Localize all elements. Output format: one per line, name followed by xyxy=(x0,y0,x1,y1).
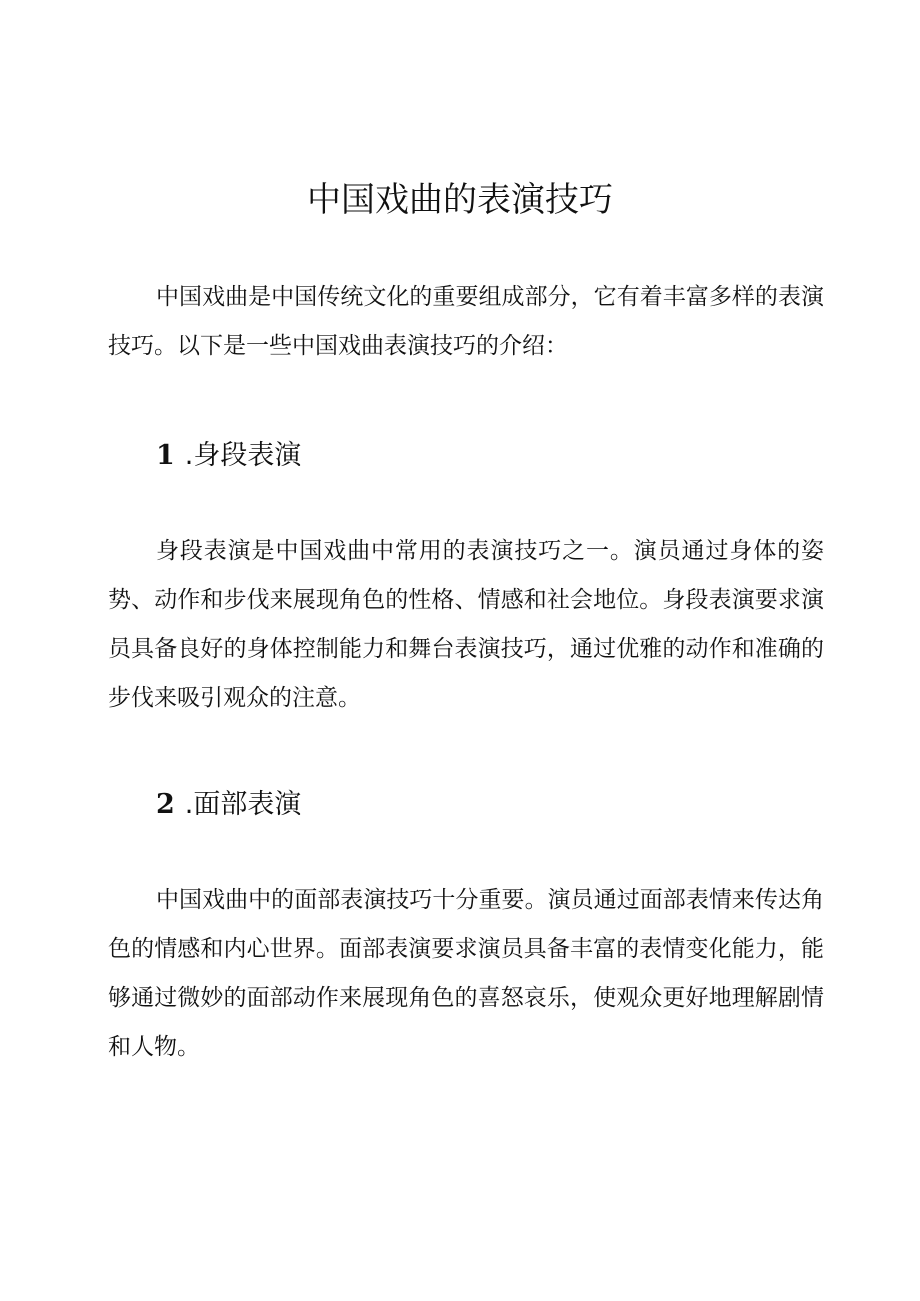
section-number-2: 2 xyxy=(156,789,175,820)
intro-paragraph: 中国戏曲是中国传统文化的重要组成部分，它有着丰富多样的表演技巧。以下是一些中国戏曲表演技巧的介绍： xyxy=(108,284,824,359)
section-heading-1 xyxy=(156,436,301,476)
section-title-1: .身段表演 xyxy=(184,440,302,471)
section-title-2: .面部表演 xyxy=(184,789,302,820)
section-body-1: 身段表演是中国戏曲中常用的表演技巧之一。演员通过身体的姿势、动作和步伐来展现角色的性格、情感和社会地位。身段表演要求演员具备良好的身体控制能力和舞台表演技巧，通过优雅的动作和准确的步伐来吸引观众的注意。 xyxy=(108,538,824,711)
document-title: 中国戏曲的表演技巧 xyxy=(307,180,613,220)
section-body-2: 中国戏曲中的面部表演技巧十分重要。演员通过面部表情来传达角色的情感和内心世界。面部表演要求演员具备丰富的表情变化能力，能够通过微妙的面部动作来展现角色的喜怒哀乐，使观众更好地理解剧情和人物。 xyxy=(108,887,824,1060)
section-number-1: 1 xyxy=(156,440,175,471)
section-heading-2 xyxy=(156,785,301,825)
